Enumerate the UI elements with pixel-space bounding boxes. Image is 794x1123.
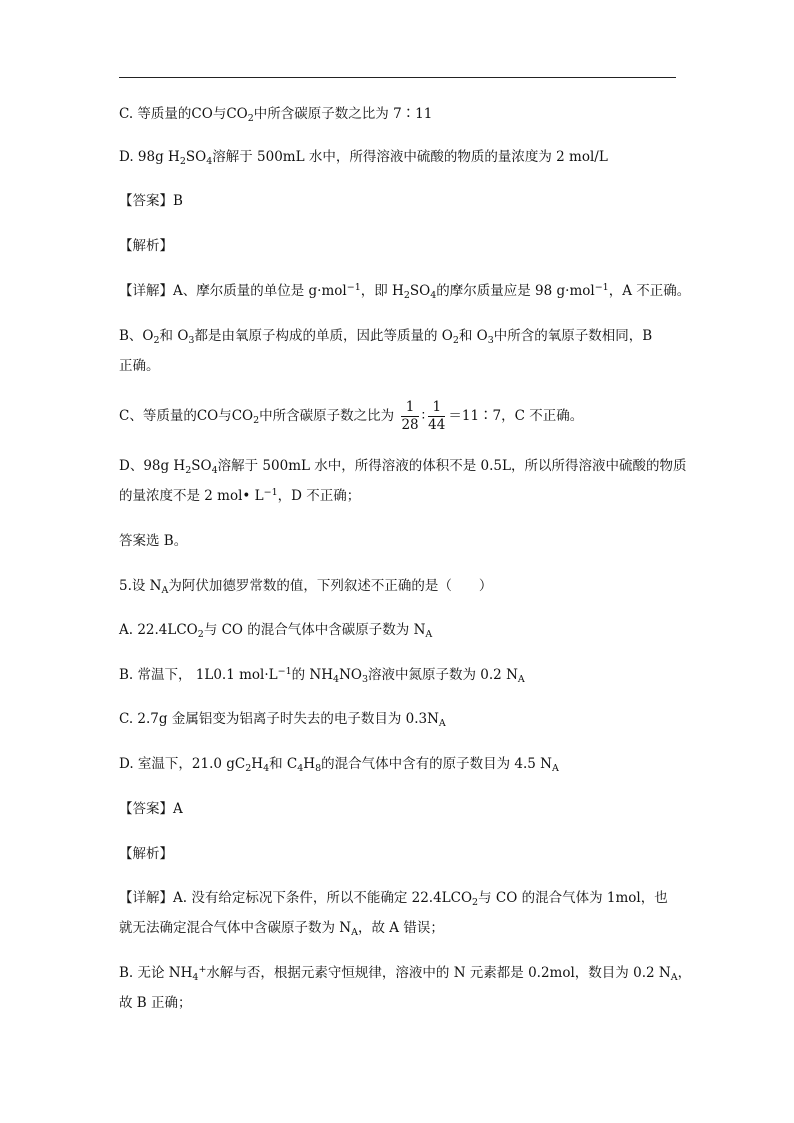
q5-option-b: B. 常温下， 1L0.1 $mol\cdot L^{-1}$的 $NH_4NO_3$溶液中氮原子数为 0.2 $N_A$ [119,666,525,685]
q5-option-a: A. $22.4LCO_2$与 CO 的混合气体中含碳原子数为 $N_A$ [119,622,433,640]
answer-choice-b: 答案选 B。 [119,533,188,549]
answer-label: 【答案】B [119,193,183,209]
detail-q5-a-cont: 就无法确定混合气体中含碳原子数为 $N_A$，故 A 错误； [119,920,444,938]
q5-option-c: C. 2.7g 金属铝变为铝离子时失去的电子数目为 $0.3N_A$ [119,711,446,729]
detail-c-line: C、等质量的CO与$CO_2$中所含碳原子数之比为 $\frac{1}{28}$ ∶ $\frac{1}{44}$ ＝11∶7，C 不正确。 [119,399,584,433]
detail-d-cont: 的量浓度不是 2 mol• $L^{-1}$，D 不正确； [119,487,361,504]
detail-d-line: D、98g $H_2SO_4$溶解于 500mL 水中，所得溶液的体积不是 0.5L，所以所得溶液中硫酸的物质 [119,458,687,476]
detail-q5-b-cont: 故 B 正确； [119,995,192,1011]
fraction-1-28: $\frac{1}{28}$ [401,399,419,433]
detail-a-line: 【详解】A、摩尔质量的单位是 g·mol$^{-1}$，即 $H_2SO_4$的摩尔质量应是 98 g·mol$^{-1}$，A 不正确。 [119,282,691,301]
fraction-1-44: $\frac{1}{44}$ [428,399,446,433]
detail-b-cont: 正确。 [119,358,160,374]
detail-b-line: B、$O_2$和 $O_3$都是由氧原子构成的单质，因此等质量的 $O_2$和 $O_3$中所含的氧原子数相同，B [119,328,653,346]
detail-q5-b-line: B. 无论 $NH_4^+$水解与否，根据元素守恒规律，溶液中的 N 元素都是 0.2mol，数目为 0.2 $N_A$， [119,964,692,983]
header-rule [119,77,676,78]
analysis-label: 【解析】 [119,238,173,254]
q5-option-d: D. 室温下，21.0 $gC_2H_4$和 $C_4H_8$的混合气体中含有的原子数目为 4.5 $N_A$ [119,756,559,774]
option-c-line: C. 等质量的CO与$CO_2$中所含碳原子数之比为 7∶11 [119,106,433,124]
option-d-line: D. 98g $H_2SO_4$溶解于 500mL 水中，所得溶液中硫酸的物质的量浓度为 2 mol/L [119,149,608,167]
detail-q5-a-line: 【详解】A. 没有给定标况下条件，所以不能确定 $22.4LCO_2$与 CO 的混合气体为 1mol，也 [119,890,668,908]
question-5-stem: 5.设 $N_A$为阿伏加德罗常数的值，下列叙述不正确的是（ ） [119,578,493,596]
answer-label-2: 【答案】A [119,801,183,817]
analysis-label-2: 【解析】 [119,846,173,862]
